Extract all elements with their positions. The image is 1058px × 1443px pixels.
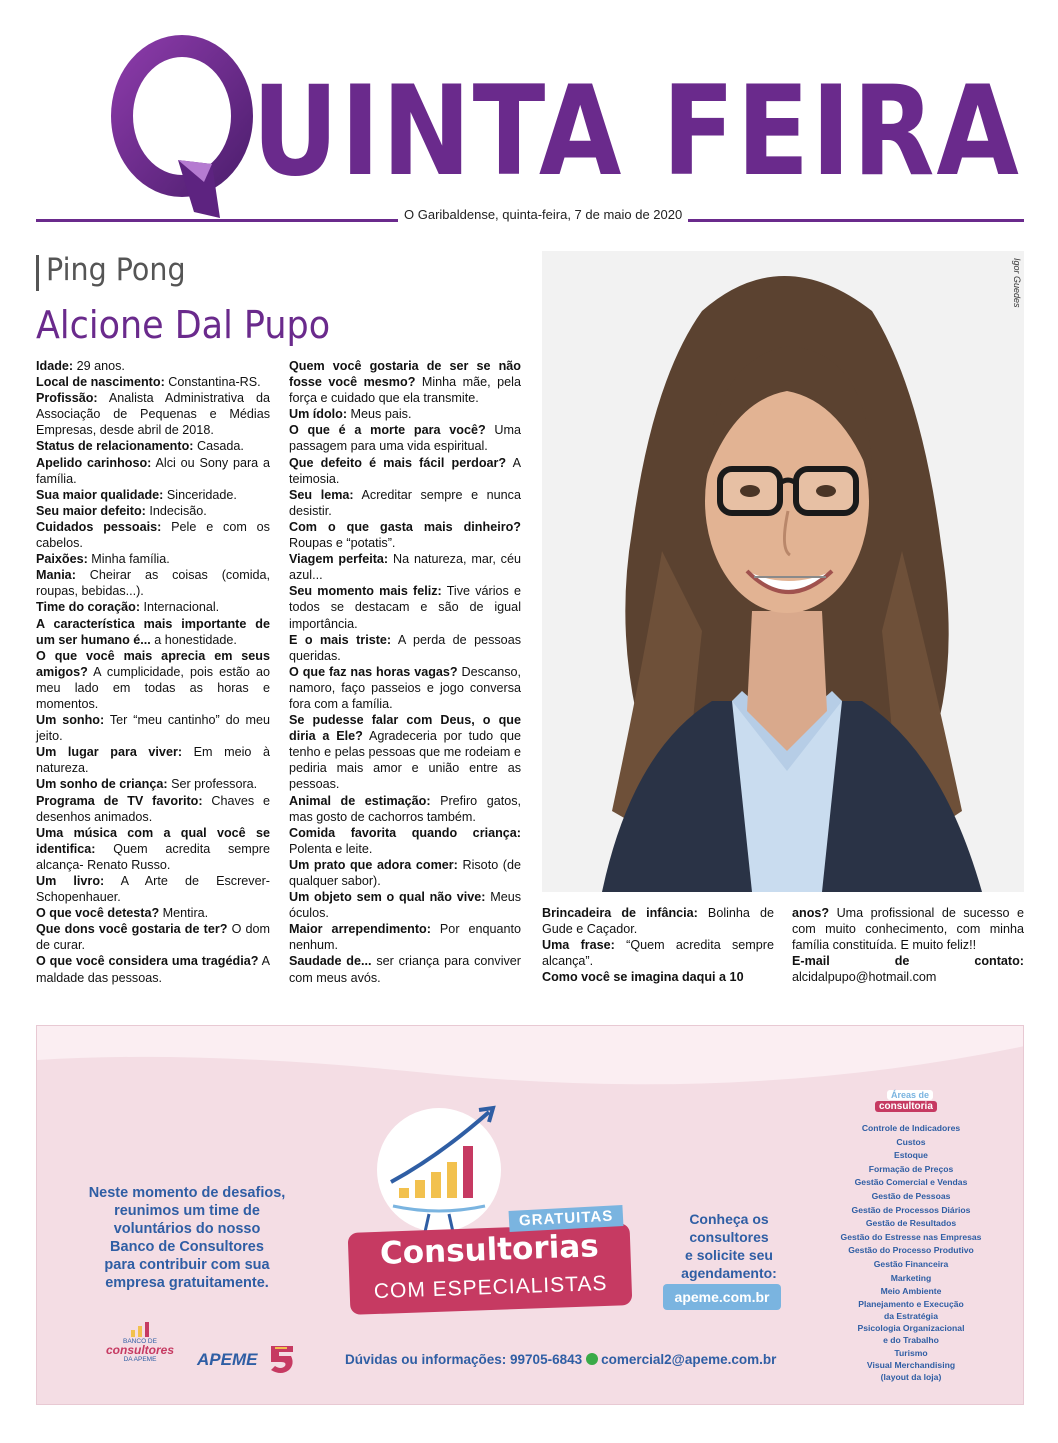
qa-answer: Risoto (de qualquer sabor). [289,857,522,888]
qa-question: Se pudesse falar com Deus, o que diria a Ele? [289,713,521,744]
qa-question: Com o que gasta mais dinheiro? [289,519,521,534]
qa-answer: Minha família. [87,552,170,567]
consulting-area-item: (layout da loja) [880,1372,942,1383]
qa-item [289,406,521,422]
qa-question: Um ídolo: [289,407,348,422]
qa-question: Um prato que adora comer: [289,857,458,872]
consulting-area-item: Controle de Indicadores [861,1123,961,1133]
qa-item [36,519,270,551]
gratuitas-tag: GRATUITAS [509,1205,624,1232]
qa-question: Um objeto sem o qual não vive: [289,890,486,905]
section-label: Ping Pong [46,252,186,288]
qa-item [36,648,270,712]
qa-question: Seu maior defeito: [36,503,146,518]
qa-answer: A cumplicidade, pois estão ao meu lado em todas as horas e momentos. [36,664,270,711]
qa-answer: Na natureza, mar, céu azul... [289,552,521,583]
qa-answer: A Arte de Escrever- Schopenhauer. [36,874,270,905]
ad-intro-line: para contribuir com sua [104,1257,270,1273]
qa-question: Um lugar para viver: [36,745,183,760]
qa-item [542,905,774,937]
consulting-area-item: Meio Ambiente [880,1286,942,1297]
ad-cta-text [659,1210,799,1282]
qa-answer: alcidalpupo@hotmail.com [792,970,937,985]
qa-question: Profissão: [36,391,98,406]
qa-answer: Ter “meu cantinho” do meu jeito. [36,713,270,744]
qa-answer: Bolinha de Gude e Caçador. [542,906,774,937]
consulting-area-item: Gestão de Processos Diários [851,1204,971,1215]
qa-column-4 [792,905,1024,985]
qa-answer: Mentira. [159,906,209,921]
ad-intro-line: Banco de Consultores [110,1239,264,1255]
qa-question: O que você detesta? [36,906,160,921]
consulting-area-item: Estoque [894,1150,928,1161]
qa-item [542,937,774,969]
qa-answer: Minha mãe, pela força e cuidado que ela transmite. [289,375,521,406]
qa-question: Seu lema: [289,487,354,502]
consulting-area-item: Psicologia Organizacional [857,1322,965,1333]
bc-logo-line2: consultores [105,1343,174,1357]
qa-answer: Uma profissional de sucesso e com muito conhecimento, com minha família constituída. E muito feliz!! [792,906,1024,953]
consulting-area-item: Marketing [890,1272,932,1283]
qa-question: Paixões: [36,552,88,567]
qa-item [289,455,521,487]
qa-answer: Cheirar as coisas (comida, roupas, bebidas...). [36,568,270,599]
consulting-area-item: Gestão do Processo Produtivo [848,1245,974,1256]
bc-logo-line3: DA APEME [123,1356,157,1363]
qa-answer: Acreditar sempre e nunca desistir. [289,487,521,518]
bank-chart-icon [128,1320,152,1338]
qa-answer: “Quem acredita sempre alcança”. [542,938,774,969]
growth-chart-icon [369,1096,509,1236]
qa-answer: Roupas e “potatis”. [289,536,396,551]
qa-question: Que defeito é mais fácil perdoar? [289,455,507,470]
qa-item [289,358,521,406]
ad-cta-line: consultores [689,1229,769,1245]
consulting-area-item: Gestão Comercial e Vendas [854,1177,968,1188]
qa-item [36,825,270,873]
qa-item [36,567,270,599]
qa-answer: Meus óculos. [289,890,521,921]
consulting-area-item: Turismo [894,1347,928,1358]
qa-item [289,487,521,519]
ad-intro-text [77,1184,297,1292]
qa-item [289,889,521,921]
qa-item [36,793,270,825]
qa-answer: Analista Administrativa da Associação de Pequenas e Médias Empresas, desde abril de 2018. [36,391,270,438]
qa-question: Idade: [36,359,74,373]
qa-question: Saudade de... [289,954,372,969]
qa-question: Um livro: [36,874,105,888]
qa-item [36,905,270,921]
qa-answer: Polenta e leite. [289,841,373,856]
ad-cta-line: Conheça os [689,1211,769,1227]
qa-item [289,422,521,454]
qa-answer: Alci ou Sony para a família. [36,455,270,486]
qa-question: Uma música com a qual você se identifica: [36,825,270,856]
contact-line [345,1352,776,1367]
qa-column-1 [36,358,270,986]
qa-question: Viagem perfeita: [289,552,389,567]
qa-question: Apelido carinhoso: [36,455,152,470]
qa-answer: A teimosia. [289,455,521,486]
qa-item [289,825,521,857]
qa-answer: ser criança para conviver com meus avós. [289,954,521,985]
website-link[interactable]: apeme.com.br [663,1284,781,1310]
anniversary-25-icon [267,1342,297,1376]
qa-item [792,905,1024,953]
areas-badge-top: Áreas de [887,1090,933,1100]
q-logo-icon [108,32,258,222]
qa-answer: Internacional. [140,600,220,615]
qa-item [289,583,521,631]
qa-item [36,953,270,985]
qa-question: O que é a morte para você? [289,423,486,438]
ad-intro-line: reunimos um time de [114,1203,260,1219]
qa-item [36,503,270,519]
consulting-area-item: Gestão do Estresse nas Empresas [840,1231,982,1242]
consultorias-title: Consultorias [379,1228,600,1272]
qa-question: Quem você gostaria de ser se não fosse você mesmo? [289,359,521,390]
consulting-area-item: Custos [896,1136,926,1147]
consulting-area-item: Gestão Financeira [873,1258,949,1269]
ad-intro-line: Neste momento de desafios, [88,1185,286,1201]
qa-question: Programa de TV favorito: [36,793,203,808]
qa-item [289,921,521,953]
qa-item [36,921,270,953]
qa-item [289,793,521,825]
qa-question: Seu momento mais feliz: [289,584,442,599]
ad-cta-line: e solicite seu [685,1247,773,1263]
qa-item [36,712,270,744]
masthead-title: UINTA FEIRA [252,60,1021,204]
qa-item [36,599,270,615]
ad-intro-line: empresa gratuitamente. [105,1275,269,1291]
qa-question: Local de nascimento: [36,375,165,390]
photo-credit: Igor Guedes [1012,258,1022,308]
consulting-area-item: Formação de Preços [868,1163,954,1174]
portrait-photo [542,251,1024,892]
qa-answer: Quem acredita sempre alcança- Renato Russo. [36,841,270,872]
qa-item [542,969,774,985]
qa-answer: Tive vários e todos se destacam e são de igual importância. [289,584,521,631]
qa-item [289,857,521,889]
qa-column-2 [289,358,521,986]
qa-question: anos? [792,906,830,920]
qa-question: Cuidados pessoais: [36,519,162,534]
consulting-areas-list [827,1122,995,1384]
qa-question: Um sonho: [36,713,105,728]
qa-item [289,712,521,792]
qa-question: Status de relacionamento: [36,439,194,454]
qa-item [36,455,270,487]
qa-question: Mania: [36,568,76,583]
consultorias-banner [348,1223,633,1315]
portrait-illustration [542,251,1024,892]
qa-item [36,358,270,374]
qa-answer: Uma passagem para uma vida espiritual. [289,423,521,454]
qa-answer: Em meio à natureza. [36,745,270,776]
especialistas-subtitle: COM ESPECIALISTAS [373,1271,608,1304]
interviewee-name: Alcione Dal Pupo [36,303,331,347]
whatsapp-icon [586,1353,598,1365]
dateline: O Garibaldense, quinta-feira, 7 de maio de 2020 [398,207,688,222]
qa-question: Que dons você gostaria de ter? [36,922,228,937]
qa-question: Time do coração: [36,600,141,615]
qa-item [289,519,521,551]
qa-answer: a honestidade. [150,632,237,647]
ad-cta-line: agendamento: [681,1265,777,1281]
qa-answer: Ser professora. [167,777,258,792]
qa-question: E-mail de contato: [792,954,1024,969]
qa-question: Comida favorita quando criança: [289,825,521,840]
contact-email[interactable]: comercial2@apeme.com.br [601,1352,777,1367]
qa-answer: Sinceridade. [163,487,237,502]
qa-question: Um sonho de criança: [36,777,168,792]
consulting-area-item: Visual Merchandising [866,1360,956,1371]
qa-question: Uma frase: [542,938,615,953]
masthead [0,0,1058,230]
qa-item [36,776,270,792]
qa-question: O que faz nas horas vagas? [289,664,458,679]
qa-question: Animal de estimação: [289,793,431,808]
qa-column-3 [542,905,774,985]
qa-item [36,551,270,567]
qa-item [289,632,521,664]
qa-question: Brincadeira de infância: [542,906,698,920]
qa-item [289,551,521,583]
section-divider [36,255,39,291]
contact-phone: Dúvidas ou informações: 99705-6843 [345,1352,583,1367]
apeme-advertisement [36,1025,1024,1405]
qa-item [36,438,270,454]
qa-answer: Descanso, namoro, faço passeios e jogo conversa fora com a família. [289,664,521,711]
qa-item [792,953,1024,985]
consulting-area-item: Gestão de Pessoas [871,1190,951,1201]
qa-question: Maior arrependimento: [289,922,431,937]
qa-question: Sua maior qualidade: [36,487,164,502]
qa-answer: Indecisão. [145,503,207,518]
qa-answer: Casada. [193,439,244,454]
banco-consultores-logo [95,1320,185,1370]
consulting-area-item: Gestão de Resultados [865,1218,957,1229]
qa-answer: Prefiro gatos, mas gosto de cachorros também. [289,793,521,824]
qa-answer: Por enquanto nenhum. [289,922,522,953]
qa-question: Como você se imagina daqui a 10 [542,970,744,985]
consulting-area-item: da Estratégia [884,1310,938,1321]
qa-answer: A maldade das pessoas. [36,954,270,985]
qa-answer: O dom de curar. [36,922,270,953]
areas-badge [875,1090,947,1116]
qa-item [36,616,270,648]
qa-item [36,744,270,776]
qa-answer: Agradeceria por tudo que tenho e pelas pessoas que me rodeiam e pediria mais amor e união entre as pessoas. [289,729,522,792]
qa-question: O que você mais aprecia em seus amigos? [36,648,270,679]
areas-badge-bottom: consultoria [875,1101,937,1112]
qa-item [36,487,270,503]
qa-answer: Meus pais. [347,407,412,422]
qa-answer: Chaves e desenhos animados. [36,793,270,824]
qa-item [289,664,521,712]
consulting-area-item: Planejamento e Execução [858,1298,964,1309]
qa-question: O que você considera uma tragédia? [36,954,259,969]
consulting-area-item: e do Trabalho [883,1334,939,1345]
apeme-logo: APEME [197,1350,258,1369]
qa-answer: A perda de pessoas queridas. [289,632,521,663]
ad-intro-line: voluntários do nosso [113,1221,261,1237]
qa-answer: Pele e com os cabelos. [36,519,270,551]
qa-question: A característica mais importante de um ser humano é... [36,616,270,647]
qa-answer: Constantina-RS. [164,375,261,390]
qa-item [36,374,270,390]
qa-question: E o mais triste: [289,632,392,647]
qa-item [289,953,521,985]
bc-logo-line1: BANCO DE [123,1338,157,1345]
qa-item [36,873,270,905]
qa-item [36,390,270,438]
qa-answer: 29 anos. [73,359,125,373]
